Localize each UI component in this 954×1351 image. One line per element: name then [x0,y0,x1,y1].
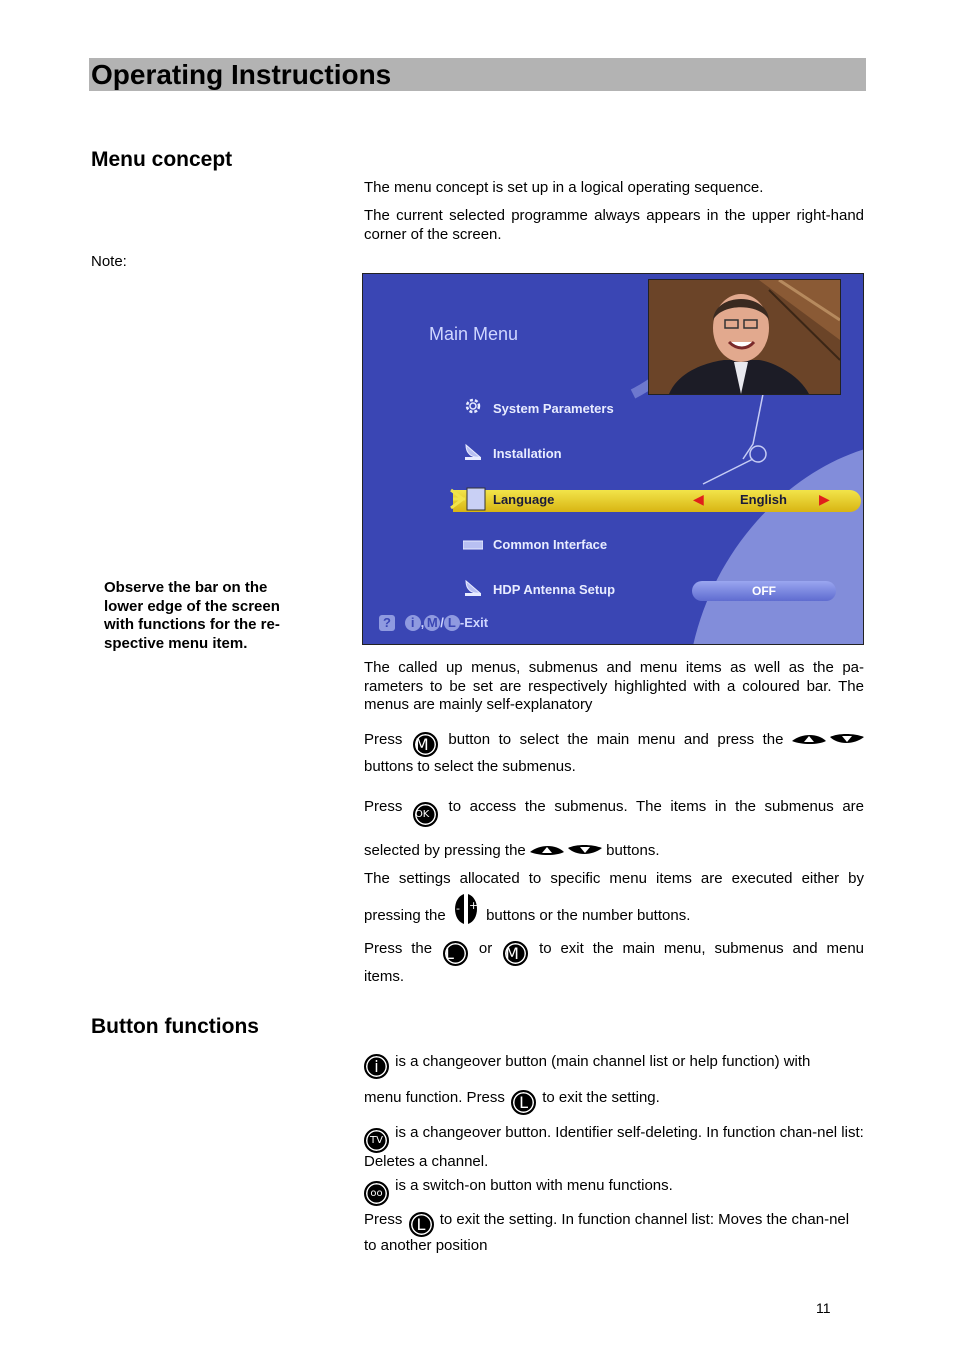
text: Press the [364,940,433,957]
switch-on-button-icon: oo [364,1181,389,1206]
text: button to select the main menu and press the [448,731,784,748]
minus-label: - [455,902,460,915]
gear-icon [463,397,483,415]
help-icon: ? [379,615,395,631]
paragraph-oo-button [364,1177,864,1206]
up-down-arrow-buttons-icon [530,842,602,858]
text: buttons. [606,842,660,859]
paragraph-press-m [364,731,864,757]
text: or [478,940,493,957]
menu-m-button-icon: M [413,732,438,757]
tv-button-icon: TV [364,1128,389,1153]
paragraph-settings: The settings allocated to specific menu items are executed either by [364,870,864,887]
tv-item-language-value: English [740,492,787,507]
tv-menu-title: Main Menu [429,324,519,344]
arrow-left-icon[interactable]: ◀ [693,491,704,507]
antenna-icon [463,578,483,596]
paragraph-current-programme: The current selected programme always appears in the upper right-hand corner of the screen. [364,207,864,243]
hdp-antenna-value[interactable]: OFF [692,581,836,601]
text: Press [364,798,403,815]
tv-item-system-parameters[interactable]: System Parameters [493,401,614,416]
tv-item-installation[interactable]: Installation [493,446,562,461]
tv-footer-exit-label: -Exit [459,615,489,630]
info-icon: i [405,615,421,631]
exit-l-icon: L [444,615,460,631]
current-programme-preview [648,279,841,395]
text: to exit the setting. In function channel list: Moves the chan-nel to another position [364,1211,850,1254]
minus-plus-buttons-icon [450,892,482,926]
text: Press [364,1211,403,1228]
paragraph-intro: The menu concept is set up in a logical operating sequence. [364,179,764,196]
note-text: Observe the bar on the lower edge of the screen with functions for the re-spective menu item. [104,579,280,652]
section-title-menu-concept: Menu concept [91,148,233,171]
paragraph-info-button-cont [364,1089,660,1115]
page-header: Operating Instructions [89,58,866,91]
exit-l-button-icon: L [409,1212,434,1237]
menu-m-button-icon: M [503,941,528,966]
satellite-dish-icon [463,442,483,460]
paragraph-selected-by [364,842,659,861]
presenter-image [649,280,840,394]
text: to access the submenus. The items in the submenus are [448,798,865,815]
text: is a changeover button (main channel list or help function) with [395,1053,811,1070]
text: Press [364,731,403,748]
text: is a changeover button. Identifier self-deleting. In function chan-nel list: Deletes a channel. [364,1124,864,1170]
text: to exit the setting. [542,1089,660,1106]
up-down-arrow-buttons-icon [792,731,864,747]
section-title-button-functions: Button functions [91,1015,259,1038]
tv-item-common-interface[interactable]: Common Interface [493,537,608,552]
exit-l-button-icon: L [511,1090,536,1115]
ok-button-icon: OK [413,802,438,827]
paragraph-press-m-cont: buttons to select the submenus. [364,758,576,775]
paragraph-info-button [364,1053,864,1079]
text: is a switch-on button with menu functions. [395,1177,673,1194]
ci-card-icon [463,536,483,554]
tv-item-language[interactable]: Language [493,492,555,507]
note-label: Note: [91,253,127,270]
plus-label: + [468,899,479,912]
exit-l-button-icon: L [443,941,468,966]
paragraph-highlight-explanation: The called up menus, submenus and menu items as well as the pa-rameters to be set are respectively highlighted with a coloured bar. The menus are mainly self-explanatory [364,659,864,713]
tv-footer-bar: ? i , M / L -Exit [379,615,488,631]
menu-m-icon: M [424,615,440,631]
tv-item-hdp-antenna-setup[interactable]: HDP Antenna Setup [493,582,616,597]
paragraph-tv-button [364,1124,864,1172]
paragraph-press-l [364,1211,864,1256]
text: menu function. Press [364,1089,505,1106]
paragraph-exit [364,940,864,966]
text: buttons or the number buttons. [486,907,691,924]
language-flag-icon [449,484,489,514]
tv-main-menu-screenshot [362,273,864,645]
text: to exit the main menu, submenus and menu [539,940,865,957]
arrow-right-icon[interactable]: ▶ [819,491,830,507]
text: pressing the [364,907,446,924]
paragraph-exit-cont: items. [364,968,405,985]
paragraph-settings-cont [364,892,690,926]
page-number: 11 [816,1300,831,1316]
info-button-icon: i [364,1054,389,1079]
text: selected by pressing the [364,842,526,859]
paragraph-press-ok [364,798,864,827]
